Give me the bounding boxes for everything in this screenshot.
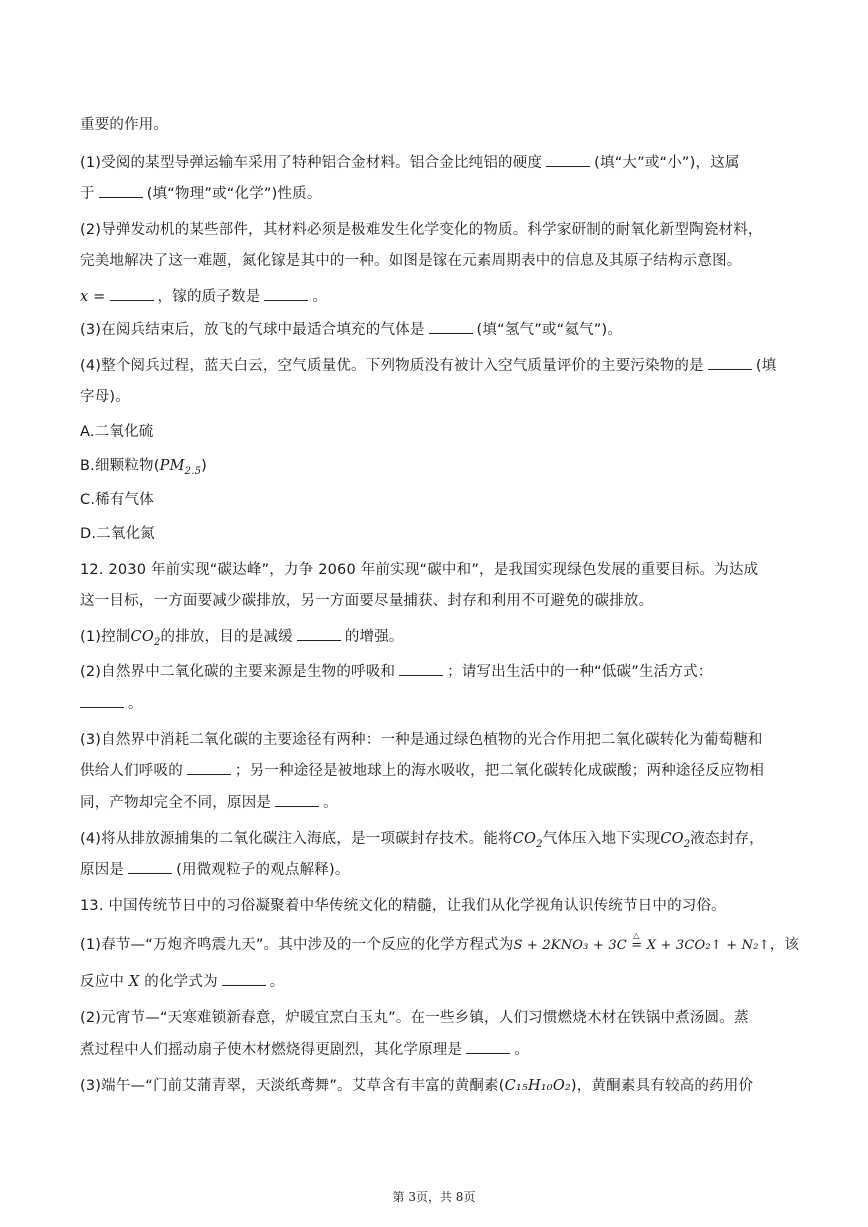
- answer-blank[interactable]: [128, 859, 172, 874]
- answer-blank[interactable]: [466, 1039, 510, 1054]
- heat-condition: [631, 931, 770, 957]
- answer-blank[interactable]: [708, 355, 752, 370]
- text: 完美地解决了这一难题，氮化镓是其中的一种。如图是镓在元素周期表中的信息及其原子结构示意图。: [80, 253, 742, 269]
- text: (3)端午—“门前艾蒲青翠，天淡纸鸢舞”。艾草含有丰富的黄酮素(: [80, 1078, 505, 1094]
- answer-blank[interactable]: [399, 661, 443, 676]
- math-var: x =: [80, 289, 106, 305]
- text: (4)整个阅兵过程，蓝天白云，空气质量优。下列物质没有被计入空气质量评价的主要污染物的是: [80, 358, 704, 374]
- text: B.细颗粒物(: [80, 458, 160, 474]
- text: 液态封存，: [690, 831, 764, 847]
- text: ；另一种途径是被地球上的海水吸收，把二氧化碳转化成碳酸；两种途径反应物相: [234, 763, 765, 779]
- text: 反应中: [80, 974, 125, 990]
- answer-blank[interactable]: [275, 792, 319, 807]
- text: (2)自然界中二氧化碳的主要来源是生物的呼吸和: [80, 664, 396, 680]
- text-line: [80, 386, 828, 408]
- text: (1)受阅的某型导弹运输车采用了特种铝合金材料。铝合金比纯铝的硬度: [80, 155, 543, 171]
- text-line: [80, 319, 828, 341]
- text-line: [80, 590, 828, 612]
- text-line: [80, 693, 828, 715]
- text: 煮过程中人们摇动扇子使木材燃烧得更剧烈，其化学原理是: [80, 1042, 463, 1058]
- text-line: [80, 286, 828, 308]
- text-line: [80, 792, 828, 814]
- text-line: [80, 828, 828, 850]
- math-sub: 2: [153, 636, 161, 648]
- text: 原因是: [80, 862, 125, 878]
- text-line: [80, 1039, 828, 1061]
- math: CO: [660, 831, 684, 847]
- answer-blank[interactable]: [297, 626, 341, 641]
- text: ，该: [769, 937, 800, 953]
- text: 。: [312, 289, 328, 305]
- option-c: [80, 489, 828, 511]
- text: 13. 中国传统节日中的习俗凝聚着中华传统文化的精髓，让我们从化学视角认识传统节日中的习俗。: [80, 898, 726, 914]
- answer-blank[interactable]: [80, 693, 124, 708]
- text: (填: [755, 358, 777, 374]
- math-sub: 2: [683, 838, 691, 850]
- math: PM: [159, 458, 185, 474]
- text: 气体压入地下实现: [542, 831, 661, 847]
- text: 供给人们呼吸的: [80, 763, 183, 779]
- text: )，黄酮素具有较高的药用价: [570, 1078, 754, 1094]
- delta-symbol: △: [633, 931, 640, 940]
- text: (1)春节—“万炮齐鸣震九天”。其中涉及的一个反应的化学方程式为: [80, 937, 514, 953]
- text: (2)导弹发动机的某些部件，其材料必须是极难发生化学变化的物质。科学家研制的耐氧化新型陶瓷材料，: [80, 222, 763, 238]
- answer-blank[interactable]: [99, 183, 143, 198]
- math: CO: [512, 831, 537, 847]
- text: ，镓的质子数是: [157, 289, 261, 305]
- text: ；请写出生活中的一种“低碳”生活方式：: [447, 664, 713, 680]
- text-line: [80, 729, 828, 751]
- text-line: [80, 971, 828, 993]
- page-footer: 第 3页，共 8页: [392, 1190, 476, 1204]
- option-d: [80, 523, 828, 545]
- text-line: [80, 114, 828, 136]
- answer-blank[interactable]: [546, 152, 590, 167]
- text: (填“氢气”或“氦气”)。: [476, 322, 623, 338]
- text: 。: [128, 696, 143, 712]
- text: 。: [323, 795, 338, 811]
- text-line: [80, 355, 828, 377]
- text: ): [201, 458, 208, 474]
- answer-blank[interactable]: [110, 286, 154, 301]
- text: 12. 2030 年前实现“碳达峰”，力争 2060 年前实现“碳中和”，是我国实现绿色发展的重要目标。为达成: [80, 562, 759, 578]
- equation-rhs: = X + 3CO₂↑ + N₂↑: [631, 938, 770, 953]
- text: A.二氧化硫: [80, 424, 154, 440]
- text: (3)在阅兵结束后，放飞的气球中最适合填充的气体是: [80, 322, 425, 338]
- text-line: [80, 661, 828, 683]
- text: (用微观粒子的观点解释)。: [176, 862, 350, 878]
- math-sub: 2.5: [184, 465, 202, 477]
- answer-blank[interactable]: [222, 971, 266, 986]
- text-line: [80, 760, 828, 782]
- option-a: [80, 421, 828, 443]
- text-line: [80, 183, 828, 205]
- text-line: [80, 250, 828, 272]
- text-line: [80, 1075, 828, 1097]
- answer-blank[interactable]: [264, 286, 308, 301]
- text: (4)将从排放源捕集的二氧化碳注入海底，是一项碳封存技术。能将: [80, 831, 513, 847]
- math-sub: 2: [536, 838, 543, 850]
- math: CO: [130, 629, 154, 645]
- text: (2)元宵节—“天寒难锁新春意，炉暖宜烹白玉丸”。在一些乡镇，人们习惯燃烧木材在铁锅中煮汤圆。蒸: [80, 1010, 749, 1026]
- text: D.二氧化氮: [80, 526, 155, 542]
- text: 同，产物却完全不同，原因是: [80, 795, 272, 811]
- text: 的排放，目的是减缓: [160, 629, 293, 645]
- text-line: [80, 1007, 828, 1029]
- text: 的化学式为: [144, 974, 218, 990]
- text: (1)控制: [80, 629, 131, 645]
- chemical-equation: [513, 931, 770, 953]
- text: (填“大”或“小”)，这属: [594, 155, 740, 171]
- text: (3)自然界中消耗二氧化碳的主要途径有两种：一种是通过绿色植物的光合作用把二氧化碳转化为葡萄糖和: [80, 732, 763, 748]
- text: 重要的作用。: [80, 117, 169, 133]
- text: 于: [80, 186, 95, 202]
- equation-lhs: S + 2KNO₃ + 3C: [513, 938, 627, 953]
- text-line: [80, 859, 828, 881]
- option-b: [80, 455, 828, 477]
- text: (填“物理”或“化学”)性质。: [146, 186, 322, 202]
- text: 的增强。: [344, 629, 404, 645]
- text-line: [80, 931, 828, 957]
- text: 。: [269, 974, 285, 990]
- answer-blank[interactable]: [187, 760, 231, 775]
- question-13: [80, 895, 828, 917]
- question-12: [80, 559, 828, 581]
- math: C₁₅H₁₀O₂: [504, 1078, 571, 1094]
- answer-blank[interactable]: [429, 319, 473, 334]
- text: 这一目标，一方面要减少碳排放，另一方面要尽量捕获、封存和利用不可避免的碳排放。: [80, 593, 654, 609]
- text-line: [80, 152, 828, 174]
- text: 。: [514, 1042, 529, 1058]
- text-line: [80, 219, 828, 241]
- text: C.稀有气体: [80, 492, 154, 508]
- math: X: [128, 974, 140, 990]
- text-line: [80, 626, 828, 648]
- text: 字母)。: [80, 389, 130, 405]
